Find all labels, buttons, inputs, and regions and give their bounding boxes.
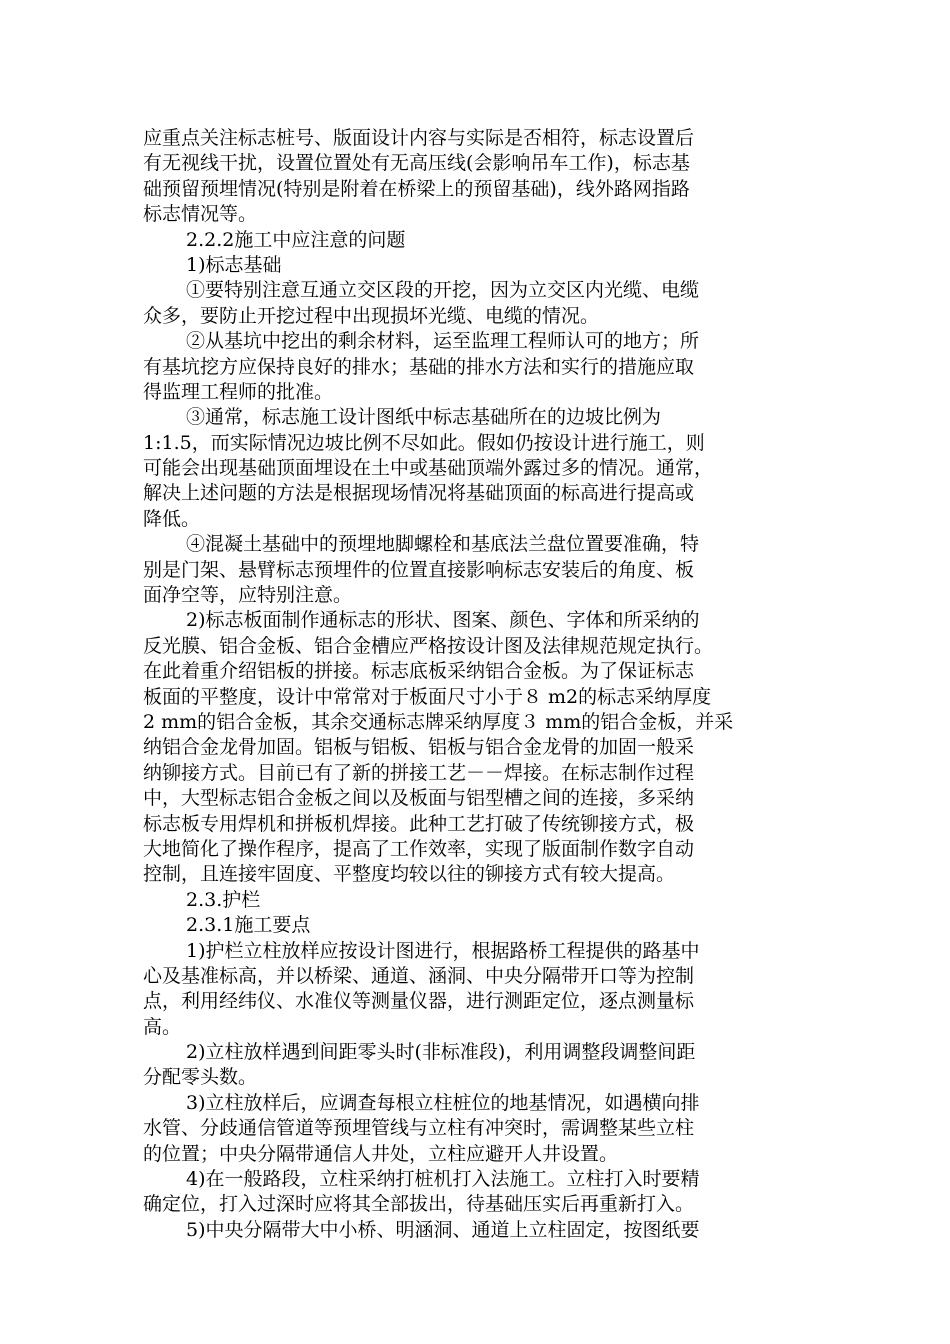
text-line: 2.2.2施工中应注意的问题 bbox=[186, 228, 406, 251]
text-line: 别是门架、悬臂标志预埋件的位置直接影响标志安装后的角度、板 bbox=[143, 558, 695, 581]
text-line: 降低。 bbox=[143, 507, 201, 530]
text-line: 2.3.护栏 bbox=[186, 888, 261, 911]
text-line: 分配零头数。 bbox=[143, 1066, 258, 1089]
text-line: 反光膜、铝合金板、铝合金槽应严格按设计图及法律规范规定执行。 bbox=[143, 634, 714, 657]
text-line: 面净空等，应特别注意。 bbox=[143, 584, 353, 607]
text-line: 大地简化了操作程序，提高了工作效率，实现了版面制作数字自动 bbox=[143, 837, 695, 860]
text-line: 2)标志板面制作通标志的形状、图案、颜色、字体和所采纳的 bbox=[186, 609, 700, 632]
text-line: 1)护栏立柱放样应按设计图进行，根据路桥工程提供的路基中 bbox=[186, 939, 700, 962]
text-line: 众多，要防止开挖过程中出现损坏光缆、电缆的情况。 bbox=[143, 304, 600, 327]
text-line: 础预留预埋情况(特别是附着在桥梁上的预留基础)，线外路网指路 bbox=[143, 177, 690, 200]
text-line: 2.3.1施工要点 bbox=[186, 914, 311, 937]
text-line: 4)在一般路段，立柱采纳打桩机打入法施工。立柱打入时要精 bbox=[186, 1168, 700, 1191]
text-line: 2)立柱放样遇到间距零头时(非标准段)，利用调整段调整间距 bbox=[186, 1041, 696, 1064]
text-line: 应重点关注标志桩号、版面设计内容与实际是否相符，标志设置后 bbox=[143, 127, 695, 149]
text-line: 水管、分歧通信管道等预埋管线与立柱有冲突时，需调整某些立柱 bbox=[143, 1117, 695, 1140]
text-line: 标志板专用焊机和拼板机焊接。此种工艺打破了传统铆接方式，极 bbox=[143, 812, 695, 835]
text-line: 中，大型标志铝合金板之间以及板面与铝型槽之间的连接，多采纳 bbox=[143, 787, 695, 810]
text-line: 高。 bbox=[143, 1015, 182, 1038]
text-line: 1:1.5，而实际情况边坡比例不尽如此。假如仍按设计进行施工，则 bbox=[143, 431, 705, 454]
document-body bbox=[143, 126, 803, 1243]
text-line: 心及基准标高，并以桥梁、通道、涵洞、中央分隔带开口等为控制 bbox=[143, 964, 695, 987]
text-line: ④混凝土基础中的预埋地脚螺栓和基底法兰盘位置要准确，特 bbox=[186, 533, 700, 556]
text-line: 3)立柱放样后，应调查每根立柱桩位的地基情况，如遇横向排 bbox=[186, 1091, 700, 1114]
text-line: ②从基坑中挖出的剩余材料，运至监理工程师认可的地方；所 bbox=[186, 330, 700, 353]
text-line: 可能会出现基础顶面埋设在土中或基础顶端外露过多的情况。通常， bbox=[143, 457, 714, 480]
text-line: 有基坑挖方应保持良好的排水；基础的排水方法和实行的措施应取 bbox=[143, 355, 695, 378]
text-line: 的位置；中央分隔带通信人井处，立柱应避开人井设置。 bbox=[143, 1142, 619, 1165]
text-line: 在此着重介绍铝板的拼接。标志底板采纳铝合金板。为了保证标志 bbox=[143, 660, 695, 683]
text-line: 点，利用经纬仪、水准仪等测量仪器，进行测距定位，逐点测量标 bbox=[143, 990, 695, 1013]
text-line: 板面的平整度，设计中常常对于板面尺寸小于８ m2的标志采纳厚度 bbox=[143, 685, 712, 708]
text-line: 有无视线干扰，设置位置处有无高压线(会影响吊车工作)，标志基 bbox=[143, 152, 690, 175]
text-line: 1)标志基础 bbox=[186, 253, 282, 276]
text-line: 控制，且连接牢固度、平整度均较以往的铆接方式有较大提高。 bbox=[143, 863, 676, 886]
text-line: 5)中央分隔带大中小桥、明涵洞、通道上立柱固定，按图纸要 bbox=[186, 1218, 700, 1241]
text-line: 得监理工程师的批准。 bbox=[143, 380, 334, 403]
text-line: ③通常，标志施工设计图纸中标志基础所在的边坡比例为 bbox=[186, 406, 662, 429]
text-line: 解决上述问题的方法是根据现场情况将基础顶面的标高进行提高或 bbox=[143, 482, 695, 505]
text-line: 确定位，打入过深时应将其全部拔出，待基础压实后再重新打入。 bbox=[143, 1193, 695, 1216]
text-line: 标志情况等。 bbox=[143, 203, 258, 226]
text-line: 纳铝合金龙骨加固。铝板与铝板、铝板与铝合金龙骨的加固一般采 bbox=[143, 736, 695, 759]
text-line: 纳铆接方式。目前已有了新的拼接工艺－－焊接。在标志制作过程 bbox=[143, 761, 695, 784]
text-line: 2 mm的铝合金板，其余交通标志牌采纳厚度３ mm的铝合金板，并采 bbox=[143, 710, 734, 733]
text-line: ①要特别注意互通立交区段的开挖，因为立交区内光缆、电缆 bbox=[186, 279, 700, 302]
